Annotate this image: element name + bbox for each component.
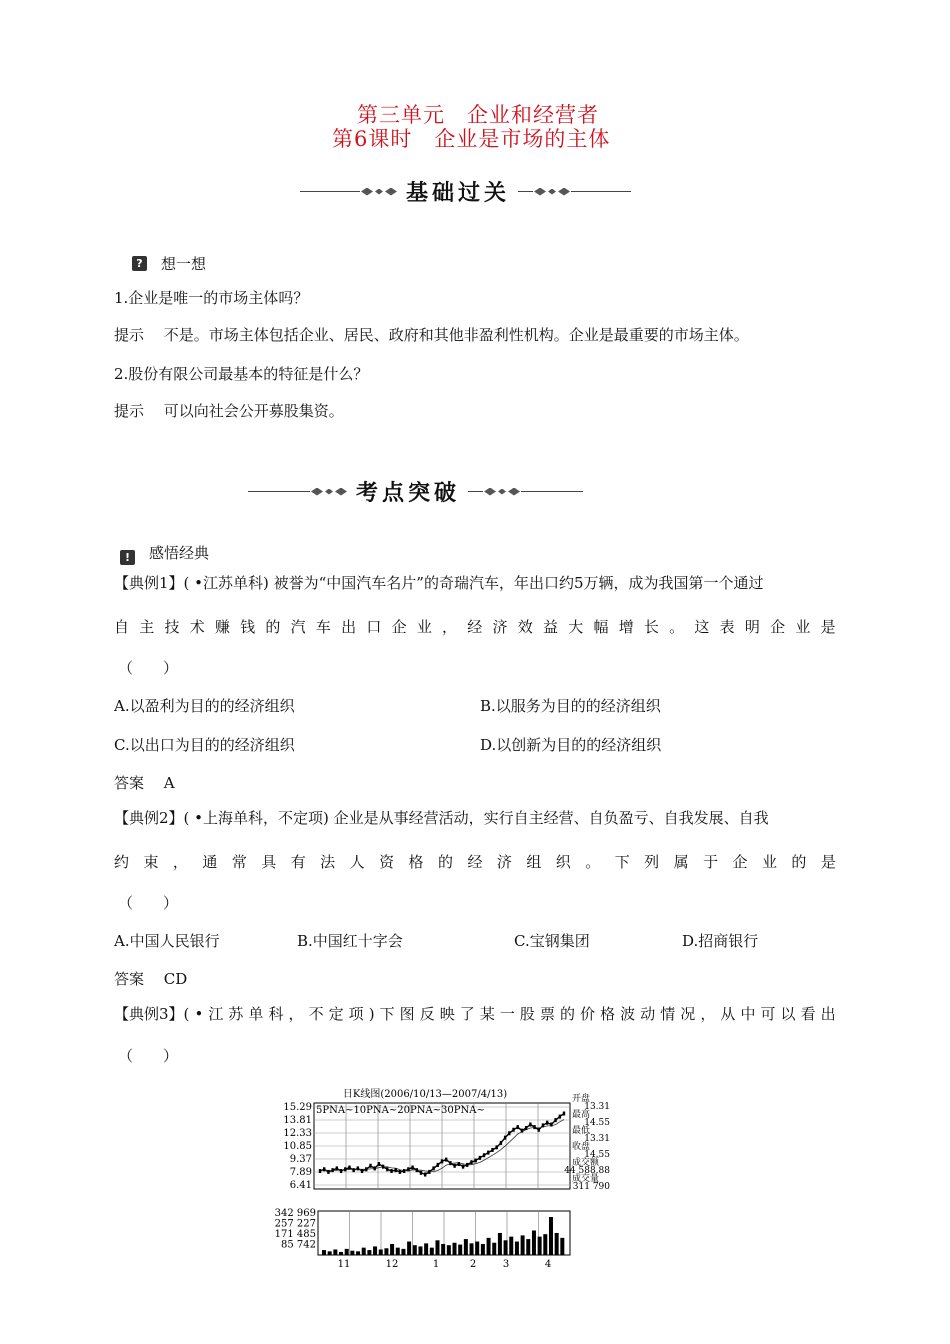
example-3-line1-char: 不	[308, 1005, 324, 1023]
example-1-line2-char: 赚	[214, 618, 230, 636]
example-1-line2-char: 车	[315, 618, 331, 636]
candle-mark	[373, 1166, 375, 1170]
example-1-line2-char: 技	[164, 618, 180, 636]
volume-bar	[447, 1245, 451, 1255]
volume-bar	[339, 1252, 343, 1255]
example-3-line1-char: 股	[519, 1005, 535, 1023]
example-3-line1-char: 动	[640, 1005, 656, 1023]
example-1-line2	[114, 617, 836, 637]
volume-bar	[509, 1237, 513, 1255]
candle-mark	[517, 1125, 519, 1129]
candle-mark	[546, 1121, 548, 1125]
example-3-line1-char: 情	[660, 1005, 676, 1023]
question-2: 2.股份有限公司最基本的特征是什么？	[114, 365, 369, 383]
chart-legend: 5PNA~10PNA~20PNA~30PNA~	[316, 1105, 485, 1116]
volume-bar	[492, 1243, 496, 1255]
candle-mark	[432, 1166, 434, 1170]
example-2-line2-char: 经	[467, 853, 483, 871]
candle-mark	[529, 1122, 531, 1126]
info-label: 最低	[572, 1126, 591, 1136]
example-3-line1-char: 波	[620, 1005, 636, 1023]
candle-mark	[441, 1159, 443, 1163]
volume-bar	[532, 1231, 536, 1255]
example-2-line2-char: 人	[349, 853, 365, 871]
volume-bar	[498, 1233, 502, 1255]
info-value: 14.55	[584, 1118, 610, 1128]
example-2-line1: 【典例2】( •上海单科，不定项) 企业是从事经营活动，实行自主经营、自负盈亏、自我发展、自我	[114, 809, 769, 827]
example-1-line2-char: 钱	[240, 618, 256, 636]
candle-mark	[323, 1167, 325, 1171]
candle-mark	[403, 1169, 405, 1173]
example-1-line2-char: 的	[265, 618, 281, 636]
example-2-line2-char: ，	[172, 853, 188, 871]
y-tick-label: 9.37	[289, 1154, 312, 1165]
section-banner-basic	[300, 176, 652, 207]
volume-tick-label: 342 969	[274, 1208, 316, 1219]
example-2-line2-char: 的	[791, 853, 807, 871]
candle-mark	[521, 1129, 523, 1133]
volume-bar	[458, 1245, 462, 1255]
example-1-line2-char: 长	[643, 618, 659, 636]
example-2-line2-char: 属	[673, 853, 689, 871]
volume-bar	[475, 1242, 479, 1255]
example-2-line2-char: 济	[496, 853, 512, 871]
example-3-line1-char: 反	[419, 1005, 435, 1023]
candle-mark	[559, 1115, 561, 1119]
volume-bar	[350, 1251, 354, 1255]
candle-mark	[327, 1170, 329, 1174]
candle-mark	[437, 1163, 439, 1167]
volume-bar	[470, 1243, 474, 1255]
volume-tick-label: 171 485	[274, 1229, 316, 1240]
example-2-line2-char: 具	[261, 853, 277, 871]
candle-mark	[453, 1164, 455, 1168]
candle-mark	[378, 1162, 380, 1166]
example-3-line1-char: 单	[248, 1005, 264, 1023]
example-2-option-d: D.招商银行	[682, 932, 759, 950]
unit-title: 第三单元 企业和经营者	[357, 103, 599, 127]
question-icon: ?	[132, 256, 147, 271]
example-3-line1-char: 科	[268, 1005, 284, 1023]
volume-bar	[481, 1244, 485, 1255]
volume-bar	[418, 1246, 422, 1255]
example-2-option-a: A.中国人民银行	[114, 932, 220, 950]
example-1-option-d: D.以创新为目的的经济组织	[480, 736, 662, 754]
example-3-line1-char: 映	[439, 1005, 455, 1023]
candle-mark	[542, 1123, 544, 1127]
candle-mark	[331, 1168, 333, 1172]
example-1-line2-char: 表	[719, 618, 735, 636]
example-1-answer: 答案 A	[114, 774, 175, 792]
x-tick-label: 2	[469, 1259, 477, 1270]
volume-bar	[435, 1240, 439, 1255]
chart-title: 日K线图(2006/10/13—2007/4/13)	[342, 1089, 508, 1100]
example-2-line2-char: 的	[437, 853, 453, 871]
example-3-line1-char: 定	[328, 1005, 344, 1023]
answer-2: 提示 可以向社会公开募股集资。	[114, 402, 344, 420]
candle-mark	[399, 1170, 401, 1174]
volume-bar	[504, 1240, 508, 1255]
candle-mark	[395, 1168, 397, 1172]
candle-mark	[445, 1158, 447, 1162]
volume-bar	[538, 1237, 542, 1255]
volume-bar	[373, 1246, 377, 1255]
volume-bar	[413, 1245, 417, 1255]
stock-k-line-chart	[270, 1085, 630, 1270]
info-label: 成交量	[572, 1174, 600, 1184]
info-value: 14.55	[584, 1150, 610, 1160]
volume-bar	[345, 1249, 349, 1255]
example-2-paren: （ ）	[118, 894, 179, 912]
example-2-line2-char: 有	[290, 853, 306, 871]
volume-tick-label: 257 227	[274, 1218, 316, 1230]
volume-bar	[328, 1251, 332, 1255]
example-1-line2-char: 业	[416, 618, 432, 636]
example-3-line1-char: 苏	[228, 1005, 244, 1023]
candle-mark	[340, 1169, 342, 1173]
candle-mark	[361, 1169, 363, 1173]
example-2-line2-char: 。	[585, 853, 601, 871]
candle-mark	[369, 1164, 371, 1168]
example-1-line2-char: 增	[618, 618, 634, 636]
candle-mark	[424, 1173, 426, 1177]
candle-mark	[491, 1148, 493, 1152]
example-2-line2-char: 下	[614, 853, 630, 871]
volume-bar	[396, 1248, 400, 1255]
example-2-line2-char: 列	[644, 853, 660, 871]
candle-mark	[554, 1118, 556, 1122]
example-1-line2-char: 业	[795, 618, 811, 636]
volume-bar	[487, 1238, 491, 1255]
volume-bar	[379, 1249, 383, 1255]
candle-mark	[487, 1151, 489, 1155]
example-2-line2-char: 织	[555, 853, 571, 871]
example-1-line2-char: 济	[492, 618, 508, 636]
answer-1: 提示 不是。市场主体包括企业、居民、政府和其他非盈利性机构。企业是最重要的市场主体。	[114, 326, 749, 344]
x-tick-label: 4	[544, 1259, 552, 1270]
y-tick-label: 6.41	[289, 1180, 312, 1191]
candle-mark	[386, 1167, 388, 1171]
example-3-paren: （ ）	[118, 1047, 179, 1065]
example-1-line2-char: 是	[820, 618, 836, 636]
example-3-line1-char: 了	[459, 1005, 475, 1023]
candle-mark	[495, 1145, 497, 1149]
candle-mark	[533, 1125, 535, 1129]
lesson-title: 第6课时 企业是市场的主体	[332, 127, 611, 151]
volume-bar	[362, 1248, 366, 1255]
volume-bar	[333, 1249, 337, 1255]
example-3-line1-char: 票	[539, 1005, 555, 1023]
x-tick-label: 12	[385, 1259, 399, 1270]
example-3-line1-char: 出	[820, 1005, 836, 1023]
example-2-line2-char: 企	[732, 853, 748, 871]
example-3-line1-char: 图	[399, 1005, 415, 1023]
candle-mark	[508, 1131, 510, 1135]
question-1: 1.企业是唯一的市场主体吗？	[114, 289, 309, 307]
candle-mark	[474, 1158, 476, 1162]
candle-mark	[525, 1126, 527, 1130]
y-tick-label: 13.81	[283, 1115, 312, 1126]
info-label: 收盘	[572, 1142, 591, 1152]
info-value: 311 790	[572, 1182, 610, 1192]
example-3-line1-char: 况	[680, 1005, 696, 1023]
candle-mark	[420, 1171, 422, 1175]
example-1-line2-char: 企	[391, 618, 407, 636]
info-value: 44 588.88	[564, 1166, 610, 1176]
candle-mark	[348, 1166, 350, 1170]
example-2-line2-char: 业	[761, 853, 777, 871]
example-2-line2-char: 资	[379, 853, 395, 871]
volume-bar	[356, 1251, 360, 1255]
volume-bar	[424, 1243, 428, 1255]
example-1-line2-char: 幅	[593, 618, 609, 636]
example-1-option-b: B.以服务为目的的经济组织	[480, 697, 661, 715]
candle-mark	[449, 1161, 451, 1165]
volume-bar	[464, 1239, 468, 1255]
example-3-line1-char: •	[194, 1005, 204, 1023]
example-1-paren: （ ）	[118, 659, 179, 677]
section-banner-key	[248, 476, 638, 507]
y-tick-label: 12.33	[283, 1128, 312, 1139]
exclamation-icon: !	[120, 550, 135, 565]
banner-basic-text: 基础过关	[406, 181, 511, 206]
example-3-line1-char: 【典例3】(	[114, 1005, 190, 1023]
candle-mark	[352, 1168, 354, 1172]
example-3-line1-char: ，	[700, 1005, 716, 1023]
candle-mark	[458, 1162, 460, 1166]
example-2-option-c: C.宝钢集团	[514, 932, 590, 950]
candle-mark	[470, 1160, 472, 1164]
candle-mark	[563, 1112, 565, 1116]
volume-bar	[555, 1233, 559, 1255]
info-label: 开盘	[572, 1094, 591, 1104]
example-1-line2-char: 术	[189, 618, 205, 636]
example-1-line2-char: 自	[114, 618, 130, 636]
banner-key-text: 考点突破	[356, 481, 461, 506]
example-1-line2-char: 口	[366, 618, 382, 636]
info-value: 13.31	[584, 1102, 610, 1112]
example-3-line1-char: 看	[800, 1005, 816, 1023]
example-2-line2-char: 是	[820, 853, 836, 871]
example-1-line2-char: 益	[542, 618, 558, 636]
info-label: 最高	[572, 1110, 591, 1120]
candle-mark	[462, 1165, 464, 1169]
example-1-line2-char: 这	[694, 618, 710, 636]
x-tick-label: 11	[337, 1259, 351, 1270]
info-label: 成交额	[572, 1158, 600, 1168]
example-1-line2-char: 出	[341, 618, 357, 636]
example-3-line1-char: ，	[288, 1005, 304, 1023]
info-value: 13.31	[584, 1134, 610, 1144]
candle-mark	[390, 1169, 392, 1173]
example-3-line1-char: 的	[560, 1005, 576, 1023]
candle-mark	[382, 1165, 384, 1169]
x-tick-label: 3	[502, 1259, 510, 1270]
example-1-line2-char: 效	[517, 618, 533, 636]
example-2-line2-char: 束	[143, 853, 159, 871]
volume-bar	[407, 1242, 411, 1255]
example-2-line2-char: 组	[526, 853, 542, 871]
example-2-line2-char: 常	[231, 853, 247, 871]
example-3-line1-char: 江	[208, 1005, 224, 1023]
classic-label: 感悟经典	[149, 544, 210, 562]
example-2-line2	[114, 852, 836, 872]
volume-bar	[453, 1243, 457, 1255]
example-3-line1-char: 中	[740, 1005, 756, 1023]
example-3-line1-char: 从	[720, 1005, 736, 1023]
volume-bar	[384, 1248, 388, 1255]
candle-mark	[538, 1128, 540, 1132]
volume-bar	[322, 1250, 326, 1255]
example-1-option-a: A.以盈利为目的的经济组织	[114, 697, 295, 715]
example-1-option-c: C.以出口为目的的经济组织	[114, 736, 295, 754]
volume-bar	[441, 1244, 445, 1255]
y-tick-label: 10.85	[283, 1141, 312, 1152]
think-label: 想一想	[161, 255, 207, 273]
candle-mark	[336, 1166, 338, 1170]
candle-mark	[344, 1167, 346, 1171]
volume-bar	[430, 1248, 434, 1255]
volume-bar	[543, 1234, 547, 1255]
example-3-line1-char: 某	[479, 1005, 495, 1023]
example-1-line1: 【典例1】( •江苏单科) 被誉为“中国汽车名片”的奇瑞汽车，年出口约5万辆，成为我国第一个通过	[114, 574, 764, 592]
think-header	[132, 253, 206, 274]
candle-mark	[365, 1167, 367, 1171]
example-2-line2-char: 约	[114, 853, 130, 871]
example-3-line1-char: 价	[580, 1005, 596, 1023]
volume-bar	[390, 1244, 394, 1255]
volume-bar	[521, 1235, 525, 1255]
candle-mark	[483, 1153, 485, 1157]
example-1-line2-char: 大	[568, 618, 584, 636]
volume-bar	[401, 1249, 405, 1255]
example-1-line2-char: 明	[744, 618, 760, 636]
example-1-line2-char: 主	[139, 618, 155, 636]
candle-mark	[512, 1128, 514, 1132]
example-1-line2-char: 企	[770, 618, 786, 636]
example-2-line2-char: 法	[320, 853, 336, 871]
example-2-line2-char: 于	[703, 853, 719, 871]
classic-header	[120, 540, 209, 565]
example-2-option-b: B.中国红十字会	[297, 932, 403, 950]
candle-mark	[500, 1141, 502, 1145]
candle-mark	[504, 1136, 506, 1140]
example-3-line1-char: )	[368, 1005, 375, 1023]
volume-bar	[549, 1217, 553, 1255]
candle-mark	[466, 1163, 468, 1167]
example-2-line2-char: 格	[408, 853, 424, 871]
example-1-line2-char: 汽	[290, 618, 306, 636]
volume-bar	[560, 1238, 564, 1255]
y-tick-label: 15.29	[283, 1102, 312, 1113]
example-1-line2-char: ，	[442, 618, 458, 636]
candle-mark	[411, 1166, 413, 1170]
example-2-line2-char: 通	[202, 853, 218, 871]
volume-bar	[515, 1242, 519, 1255]
candle-mark	[416, 1168, 418, 1172]
example-3-line1-char: 以	[780, 1005, 796, 1023]
example-3-line1-char: 项	[348, 1005, 364, 1023]
example-2-answer: 答案 CD	[114, 970, 188, 988]
example-1-line2-char: 经	[467, 618, 483, 636]
y-tick-label: 7.89	[289, 1167, 312, 1178]
x-tick-label: 1	[432, 1259, 440, 1270]
example-3-line1-char: 一	[499, 1005, 515, 1023]
example-3-line1	[114, 1004, 836, 1024]
candle-mark	[479, 1156, 481, 1160]
candle-mark	[428, 1170, 430, 1174]
candle-mark	[357, 1166, 359, 1170]
example-3-line1-char: 可	[760, 1005, 776, 1023]
volume-bar	[367, 1250, 371, 1255]
volume-bar	[526, 1239, 530, 1255]
volume-tick-label: 85 742	[281, 1239, 316, 1251]
example-3-line1-char: 格	[600, 1005, 616, 1023]
example-1-line2-char: 。	[669, 618, 685, 636]
candle-mark	[407, 1167, 409, 1171]
candle-mark	[319, 1169, 321, 1173]
example-3-line1-char: 下	[379, 1005, 395, 1023]
candle-mark	[550, 1122, 552, 1126]
